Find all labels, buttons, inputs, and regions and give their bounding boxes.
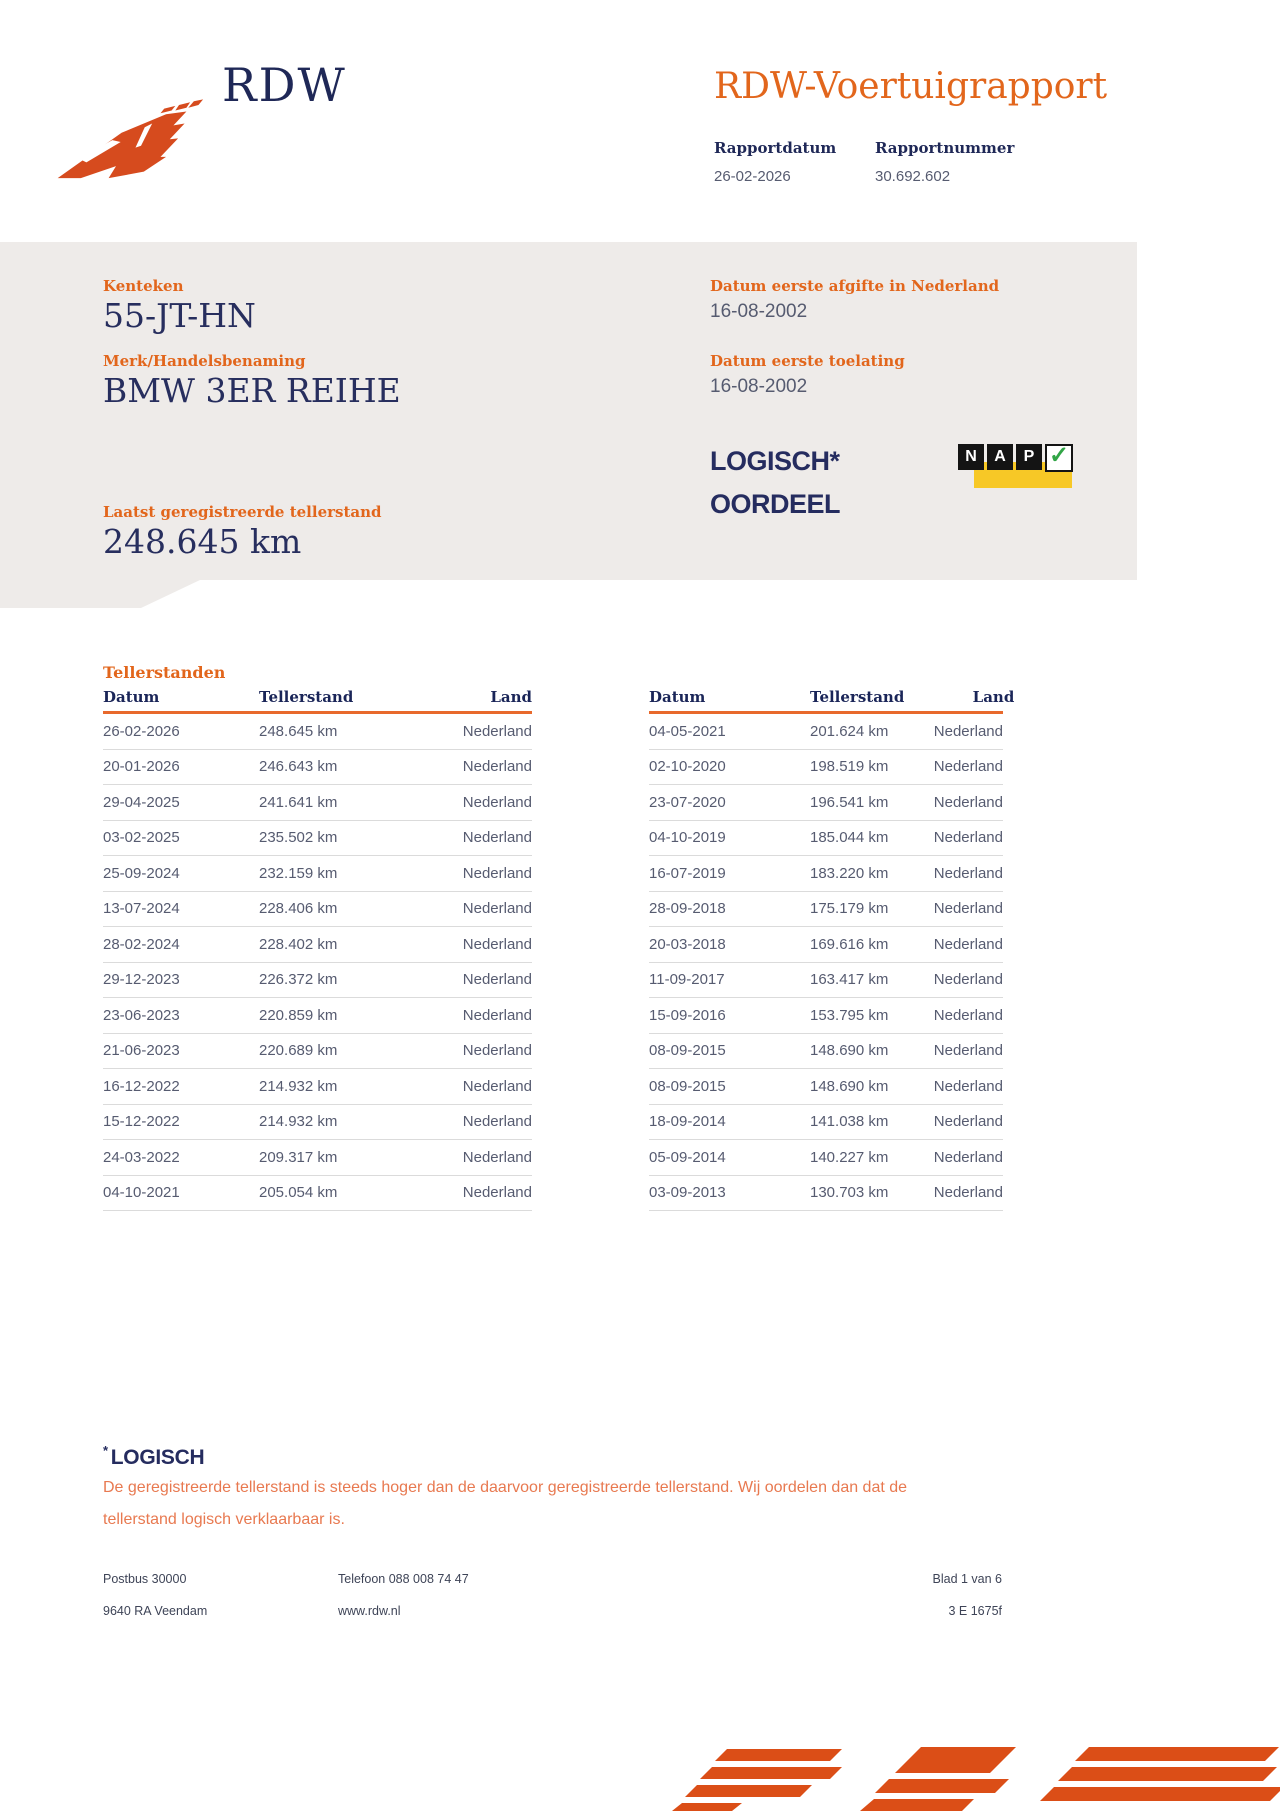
footer-address-line1: Postbus 30000 (103, 1572, 187, 1586)
table-row (103, 1069, 532, 1105)
afgifte-value: 16-08-2002 (710, 301, 808, 322)
merk-value: BMW 3ER REIHE (103, 371, 401, 410)
nap-logo (958, 444, 1074, 492)
row-mileage: 235.502 km (259, 829, 338, 847)
table-row (649, 1069, 1003, 1105)
report-date-value: 26-02-2026 (714, 168, 791, 185)
table-row (103, 821, 532, 857)
logisch-heading-text: LOGISCH (110, 1446, 205, 1469)
kenteken-value: 55-JT-HN (103, 296, 256, 335)
oordeel-line2: OORDEEL (710, 489, 841, 519)
kenteken-label: Kenteken (103, 277, 184, 295)
table-row (649, 821, 1003, 857)
table-row (649, 714, 1003, 750)
row-country: Nederland (462, 1042, 532, 1060)
row-mileage: 153.795 km (810, 1006, 889, 1024)
col-header-tellerstand: Tellerstand (810, 688, 905, 706)
row-date: 04-10-2019 (649, 829, 726, 847)
table-row (649, 892, 1003, 928)
row-date: 18-09-2014 (649, 1113, 726, 1131)
row-date: 23-06-2023 (103, 1006, 180, 1024)
table-row (649, 963, 1003, 999)
row-mileage: 183.220 km (810, 864, 889, 882)
row-date: 03-02-2025 (103, 829, 180, 847)
row-country: Nederland (933, 1113, 1003, 1131)
row-date: 16-07-2019 (649, 864, 726, 882)
table-body (103, 714, 532, 1211)
table-row (649, 750, 1003, 786)
table-row (103, 1105, 532, 1141)
report-number-label: Rapportnummer (875, 139, 1015, 157)
rdw-logo (50, 92, 208, 180)
merk-label: Merk/Handelsbenaming (103, 352, 306, 370)
row-mileage: 130.703 km (810, 1184, 889, 1202)
row-mileage: 148.690 km (810, 1042, 889, 1060)
table-header-row (103, 688, 532, 714)
row-mileage: 220.859 km (259, 1006, 338, 1024)
row-date: 21-06-2023 (103, 1042, 180, 1060)
table-row (103, 892, 532, 928)
logisch-body: De geregistreerde tellerstand is steeds hoger dan de daarvoor geregistreerde tellerstand. Wij oordelen dan dat de tellerstand logisch verklaarbaar is. (103, 1479, 908, 1528)
row-mileage: 185.044 km (810, 829, 889, 847)
row-country: Nederland (933, 722, 1003, 740)
nap-letter-a: A (987, 444, 1013, 470)
col-header-land: Land (490, 688, 532, 706)
toelating-value: 16-08-2002 (710, 376, 808, 397)
bottom-decoration (660, 1745, 1280, 1811)
footer-website[interactable]: www.rdw.nl (338, 1604, 401, 1618)
row-country: Nederland (933, 1006, 1003, 1024)
table-row (103, 927, 532, 963)
row-date: 03-09-2013 (649, 1184, 726, 1202)
row-country: Nederland (462, 935, 532, 953)
row-country: Nederland (933, 1077, 1003, 1095)
row-mileage: 196.541 km (810, 793, 889, 811)
table-row (649, 927, 1003, 963)
rdw-logo-text: RDW (222, 58, 347, 112)
row-country: Nederland (462, 1006, 532, 1024)
row-country: Nederland (462, 900, 532, 918)
row-mileage: 201.624 km (810, 722, 889, 740)
row-date: 26-02-2026 (103, 722, 180, 740)
col-header-land: Land (972, 688, 1015, 706)
report-title: RDW-Voertuigrapport (714, 66, 1108, 107)
row-country: Nederland (933, 971, 1003, 989)
row-date: 15-12-2022 (103, 1113, 180, 1131)
table-row (649, 998, 1003, 1034)
row-date: 15-09-2016 (649, 1006, 726, 1024)
row-mileage: 141.038 km (810, 1113, 889, 1131)
tellerstanden-table-left (103, 688, 532, 1211)
table-row (103, 750, 532, 786)
row-mileage: 148.690 km (810, 1077, 889, 1095)
row-mileage: 232.159 km (259, 864, 338, 882)
row-mileage: 246.643 km (259, 758, 338, 776)
row-mileage: 220.689 km (259, 1042, 338, 1060)
table-row (649, 785, 1003, 821)
row-date: 04-05-2021 (649, 722, 726, 740)
row-date: 20-03-2018 (649, 935, 726, 953)
row-country: Nederland (933, 864, 1003, 882)
row-mileage: 226.372 km (259, 971, 338, 989)
rdw-swoosh-icon (50, 92, 208, 180)
row-mileage: 175.179 km (810, 900, 889, 918)
row-mileage: 228.402 km (259, 935, 338, 953)
footer-phone: Telefoon 088 008 74 47 (338, 1572, 469, 1586)
row-mileage: 198.519 km (810, 758, 889, 776)
row-date: 02-10-2020 (649, 758, 726, 776)
table-row (103, 998, 532, 1034)
row-mileage: 241.641 km (259, 793, 338, 811)
row-mileage: 214.932 km (259, 1113, 338, 1131)
row-date: 13-07-2024 (103, 900, 180, 918)
tellerstanden-heading: Tellerstanden (103, 663, 226, 682)
row-country: Nederland (462, 829, 532, 847)
row-date: 11-09-2017 (649, 971, 725, 989)
row-date: 05-09-2014 (649, 1148, 726, 1166)
row-date: 08-09-2015 (649, 1042, 726, 1060)
table-row (649, 856, 1003, 892)
row-country: Nederland (462, 758, 532, 776)
row-mileage: 214.932 km (259, 1077, 338, 1095)
toelating-label: Datum eerste toelating (710, 352, 905, 370)
row-date: 25-09-2024 (103, 864, 180, 882)
row-country: Nederland (933, 1148, 1003, 1166)
table-row (103, 1034, 532, 1070)
row-date: 24-03-2022 (103, 1148, 180, 1166)
table-row (103, 856, 532, 892)
row-mileage: 209.317 km (259, 1148, 338, 1166)
row-mileage: 140.227 km (810, 1148, 889, 1166)
row-country: Nederland (933, 1184, 1003, 1202)
table-row (103, 1140, 532, 1176)
nap-check-icon: ✓ (1045, 444, 1073, 472)
nap-letter-p: P (1016, 444, 1042, 470)
footer-address-line2: 9640 RA Veendam (103, 1604, 208, 1618)
table-row (649, 1105, 1003, 1141)
report-number-value: 30.692.602 (875, 168, 951, 185)
table-body (649, 714, 1003, 1211)
tellerstand-value: 248.645 km (103, 522, 302, 561)
table-row (649, 1140, 1003, 1176)
col-header-datum: Datum (103, 688, 160, 706)
decorative-stripes-icon (660, 1745, 1280, 1811)
table-row (103, 785, 532, 821)
table-row (103, 963, 532, 999)
row-date: 08-09-2015 (649, 1077, 726, 1095)
table-row (649, 1034, 1003, 1070)
row-country: Nederland (462, 1113, 532, 1131)
footer-form-code: 3 E 1675f (948, 1604, 1002, 1618)
col-header-tellerstand: Tellerstand (259, 688, 354, 706)
row-country: Nederland (462, 971, 532, 989)
row-country: Nederland (462, 1148, 532, 1166)
row-country: Nederland (462, 1077, 532, 1095)
row-date: 20-01-2026 (103, 758, 180, 776)
row-mileage: 163.417 km (810, 971, 889, 989)
row-country: Nederland (933, 1042, 1003, 1060)
row-country: Nederland (462, 722, 532, 740)
table-header-row (649, 688, 1015, 714)
report-date-label: Rapportdatum (714, 139, 837, 157)
row-country: Nederland (462, 864, 532, 882)
row-country: Nederland (462, 1184, 532, 1202)
row-mileage: 169.616 km (810, 935, 889, 953)
row-mileage: 205.054 km (259, 1184, 338, 1202)
footer-page-number: Blad 1 van 6 (932, 1572, 1002, 1586)
oordeel-line1: LOGISCH* (710, 446, 840, 476)
col-header-datum: Datum (649, 688, 706, 706)
row-country: Nederland (933, 900, 1003, 918)
tellerstanden-table-right (649, 688, 1015, 1211)
afgifte-label: Datum eerste afgifte in Nederland (710, 277, 1000, 295)
logisch-heading (103, 1443, 204, 1470)
table-row (103, 714, 532, 750)
row-country: Nederland (933, 935, 1003, 953)
row-date: 04-10-2021 (103, 1184, 180, 1202)
row-date: 28-09-2018 (649, 900, 726, 918)
row-date: 23-07-2020 (649, 793, 726, 811)
row-country: Nederland (933, 829, 1003, 847)
row-date: 29-12-2023 (103, 971, 180, 989)
row-date: 29-04-2025 (103, 793, 180, 811)
row-mileage: 228.406 km (259, 900, 338, 918)
row-country: Nederland (933, 793, 1003, 811)
table-row (103, 1176, 532, 1212)
row-country: Nederland (933, 758, 1003, 776)
row-date: 28-02-2024 (103, 935, 180, 953)
table-row (649, 1176, 1003, 1212)
row-mileage: 248.645 km (259, 722, 338, 740)
row-date: 16-12-2022 (103, 1077, 180, 1095)
logisch-asterisk: * (103, 1443, 108, 1458)
tellerstand-label: Laatst geregistreerde tellerstand (103, 503, 382, 521)
row-country: Nederland (462, 793, 532, 811)
nap-letter-n: N (958, 444, 984, 470)
